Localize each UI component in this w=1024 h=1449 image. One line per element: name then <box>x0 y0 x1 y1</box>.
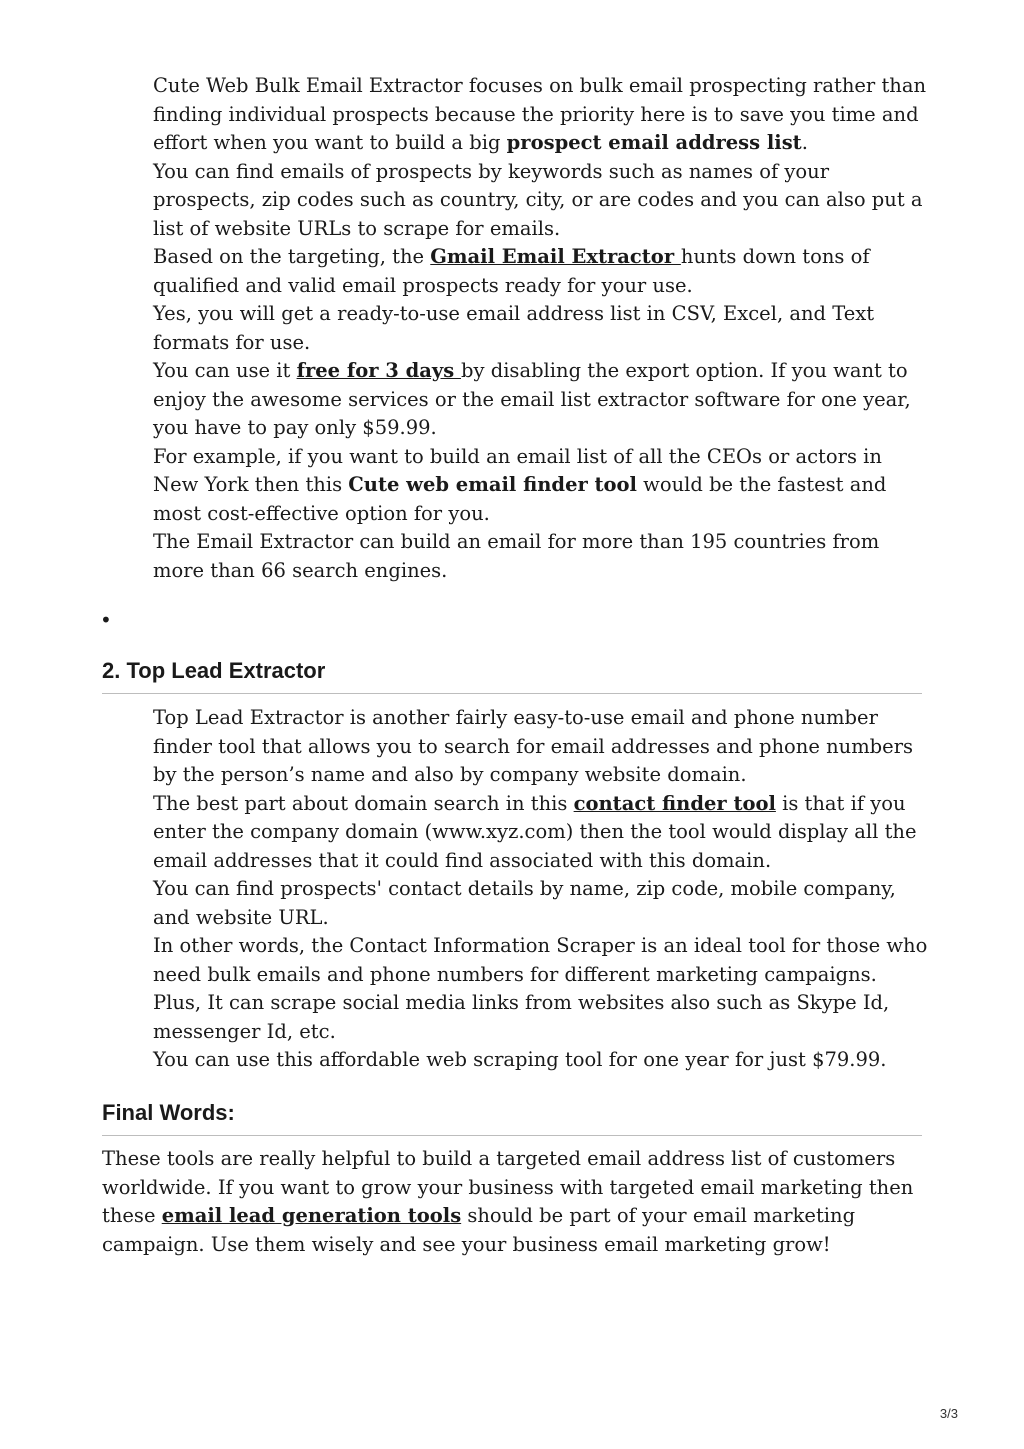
list-bullet: • <box>100 608 112 632</box>
free-trial-link[interactable]: free for 3 days <box>296 359 462 382</box>
paragraph: You can use it free for 3 days by disabling the export option. If you want to enjoy the awesome services or the email list extractor software for one year, you have to pay only $59.99. <box>153 359 911 439</box>
top-lead-extractor-section <box>153 704 928 1075</box>
paragraph: In other words, the Contact Information Scraper is an ideal tool for those who need bulk emails and phone numbers for different marketing campaigns. <box>153 934 928 986</box>
paragraph: You can find prospects' contact details by name, zip code, mobile company, and website URL. <box>153 877 896 929</box>
paragraph: Plus, It can scrape social media links from websites also such as Skype Id, messenger Id, etc. <box>153 991 890 1043</box>
gmail-email-extractor-link[interactable]: Gmail Email Extractor <box>430 245 681 268</box>
paragraph: Top Lead Extractor is another fairly easy-to-use email and phone number finder tool that allows you to search for email addresses and phone numbers by the person’s name and also by company website domain. <box>153 706 914 786</box>
paragraph: For example, if you want to build an email list of all the CEOs or actors in New York then this Cute web email finder tool would be the fastest and most cost-effective option for you. <box>153 444 887 525</box>
paragraph: The Email Extractor can build an email for more than 195 countries from more than 66 search engines. <box>153 530 880 582</box>
paragraph: Cute Web Bulk Email Extractor focuses on bulk email prospecting rather than finding individual prospects because the priority here is to save you time and effort when you want to build a big prospect email address list. <box>153 74 927 154</box>
bold-phrase: prospect email address list <box>506 131 802 154</box>
final-words-paragraph: These tools are really helpful to build a targeted email address list of customers worldwide. If you want to grow your business with targeted email marketing then these email lead generation tools should be part of your email marketing campaign. Use them wisely and see your business email marketing grow! <box>102 1147 914 1256</box>
cute-web-extractor-section <box>153 72 928 585</box>
bold-phrase: Cute web email finder tool <box>348 473 637 496</box>
paragraph: The best part about domain search in this contact finder tool is that if you enter the company domain (www.xyz.com) then the tool would display all the email addresses that it could find associated with this domain. <box>153 791 917 872</box>
paragraph: Based on the targeting, the Gmail Email Extractor hunts down tons of qualified and valid email prospects ready for your use. <box>153 245 870 297</box>
email-lead-generation-tools-link[interactable]: email lead generation tools <box>161 1204 462 1227</box>
section-heading: 2. Top Lead Extractor <box>102 657 922 694</box>
paragraph: Yes, you will get a ready-to-use email address list in CSV, Excel, and Text formats for use. <box>153 302 875 354</box>
final-words-heading: Final Words: <box>102 1099 922 1136</box>
contact-finder-tool-link[interactable]: contact finder tool <box>573 791 776 815</box>
page-number: 3/3 <box>939 1406 958 1421</box>
paragraph: You can use this affordable web scraping tool for one year for just $79.99. <box>153 1048 887 1071</box>
paragraph: You can find emails of prospects by keywords such as names of your prospects, zip codes such as country, city, or are codes and you can also put a list of website URLs to scrape for emails. <box>153 159 923 240</box>
